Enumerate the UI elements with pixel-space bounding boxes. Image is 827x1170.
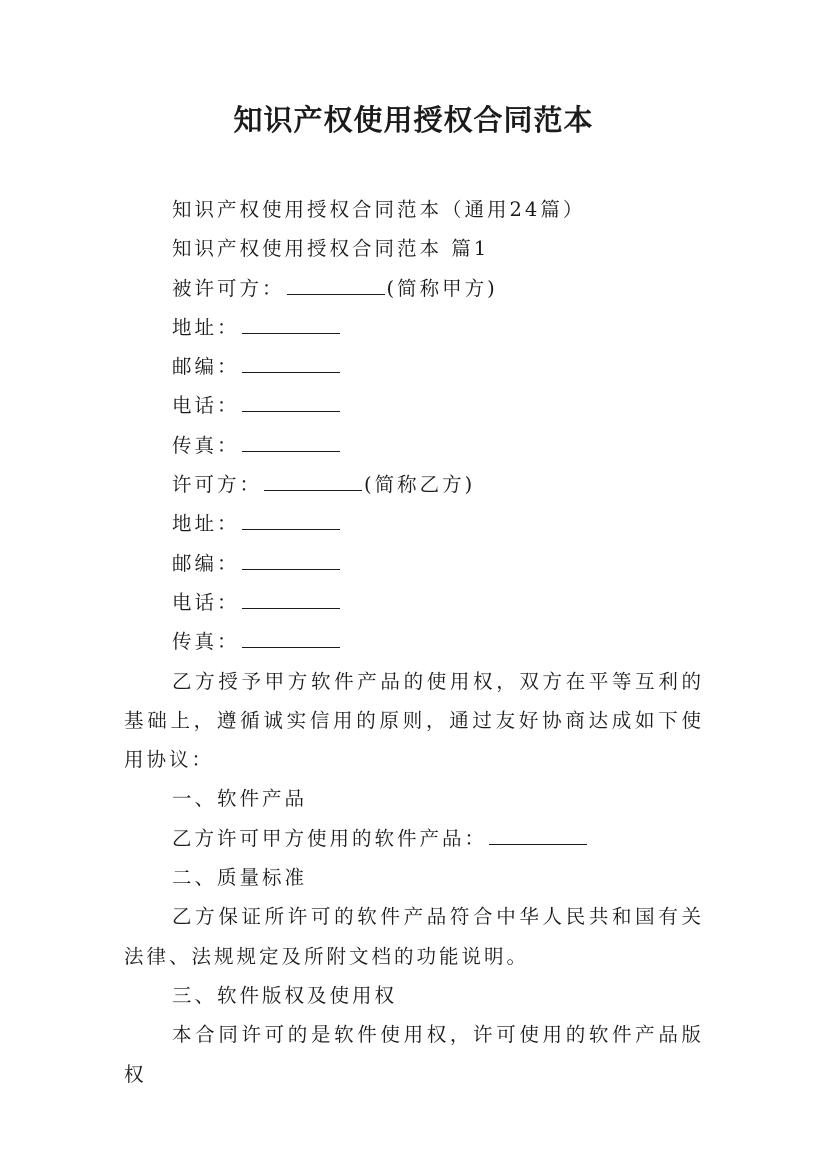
clause3-paragraph: 本合同许可的是软件使用权，许可使用的软件产品版权 — [124, 1023, 704, 1086]
licensee-label: 被许可方： — [172, 276, 285, 300]
licensor-phone-line — [124, 583, 704, 622]
licensor-postcode-line — [124, 544, 704, 583]
document-subtitle: 知识产权使用授权合同范本（通用24篇） — [172, 198, 586, 221]
clause2-heading: 二、质量标准 — [172, 866, 308, 890]
licensee-phone-label: 电话： — [172, 394, 240, 418]
intro-paragraph: 乙方授予甲方软件产品的使用权，双方在平等互利的基础上，遵循诚实信用的原则，通过友好协商达成如下使用协议： — [124, 669, 704, 772]
licensor-suffix: (简称乙方) — [364, 473, 476, 497]
licensee-address-blank — [242, 313, 340, 334]
licensor-fax-line — [124, 622, 704, 661]
licensor-fax-label: 传真： — [172, 630, 240, 654]
clause3-heading: 三、软件版权及使用权 — [172, 983, 398, 1007]
licensee-address-line — [124, 308, 704, 347]
licensee-phone-blank — [242, 391, 340, 412]
licensee-postcode-label: 邮编： — [172, 355, 240, 379]
clause1-text: 乙方许可甲方使用的软件产品： — [172, 826, 488, 850]
licensee-fax-label: 传真： — [172, 433, 240, 457]
document-title: 知识产权使用授权合同范本 — [233, 103, 594, 137]
software-product-blank — [489, 824, 587, 845]
clause1-heading: 一、软件产品 — [172, 787, 308, 811]
licensee-name-blank — [287, 274, 385, 295]
licensee-suffix: (简称甲方) — [386, 276, 498, 300]
section-heading: 知识产权使用授权合同范本 篇1 — [172, 237, 490, 261]
clause1-line — [124, 819, 704, 858]
licensee-line — [124, 269, 704, 308]
licensor-fax-blank — [242, 627, 340, 648]
licensor-phone-blank — [242, 588, 340, 609]
licensee-address-label: 地址： — [172, 315, 240, 339]
licensor-phone-label: 电话： — [172, 590, 240, 614]
licensee-postcode-blank — [242, 352, 340, 373]
licensor-address-line — [124, 504, 704, 543]
licensor-label: 许可方： — [172, 473, 263, 497]
licensee-fax-blank — [242, 431, 340, 452]
clause2-paragraph: 乙方保证所许可的软件产品符合中华人民共和国有关法律、法规规定及所附文档的功能说明。 — [124, 905, 704, 968]
document-body — [124, 190, 704, 1094]
licensor-postcode-blank — [242, 549, 340, 570]
licensor-name-blank — [264, 470, 362, 491]
licensor-line — [124, 465, 704, 504]
licensee-phone-line — [124, 386, 704, 425]
licensee-postcode-line — [124, 347, 704, 386]
licensor-address-label: 地址： — [172, 512, 240, 536]
licensor-postcode-label: 邮编： — [172, 551, 240, 575]
licensor-address-blank — [242, 509, 340, 530]
licensee-fax-line — [124, 426, 704, 465]
